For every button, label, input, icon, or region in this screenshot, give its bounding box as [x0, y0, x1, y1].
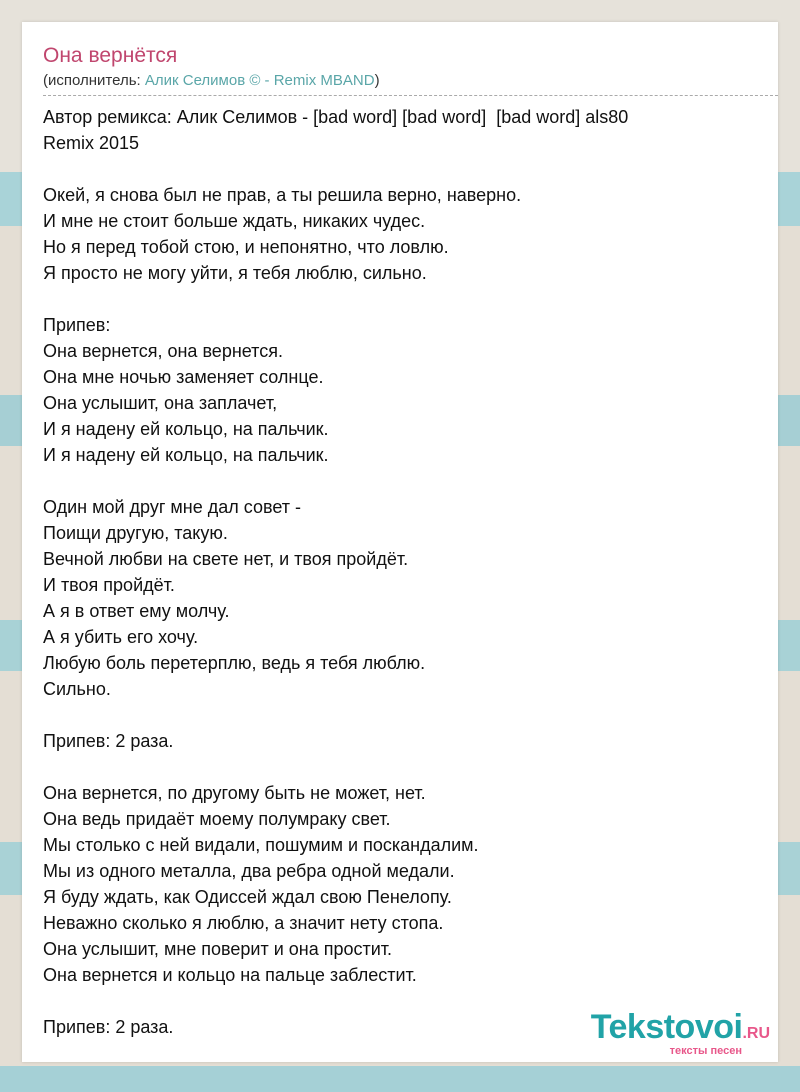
site-logo [591, 1009, 770, 1058]
logo-domain: .RU [742, 1025, 770, 1042]
logo-name: Tekstovoi [590, 1008, 743, 1046]
lyrics-text: Автор ремикса: Алик Селимов - [bad word] [bad word] [bad word] als80 Remix 2015 Окей, я снова был не прав, а ты решила верно, наверно. И мне не стоит больше ждать, никаких чудес. Но я перед тобой стою, и непонятно, что ловлю. Я просто не могу уйти, я тебя люблю, сильно. Припев: Она вернется, она вернется. Она мне ночью заменяет солнце. Она услышит, она заплачет, И я надену ей кольцо, на пальчик. И я надену ей кольцо, на пальчик. Один мой друг мне дал совет - Поищи другую, такую. Вечной любви на свете нет, и твоя пройдёт. И твоя пройдёт. А я в ответ ему молчу. А я убить его хочу. Любую боль перетерплю, ведь я тебя люблю. Сильно. Припев: 2 раза. Она вернется, по другому быть не может, нет. Она ведь придаёт моему полумраку свет. Мы столько с ней видали, пошумим и поскандалим. Мы из одного металла, два ребра одной медали. Я буду ждать, как Одиссей ждал свою Пенелопу. Неважно сколько я люблю, а значит нету стопа. Она услышит, мне поверит и она простит. Она вернется и кольцо на пальце заблестит. Припев: 2 раза. [43, 107, 629, 1037]
divider [43, 95, 778, 96]
artist-suffix: ) [374, 72, 380, 89]
artist-line [43, 72, 380, 90]
lyrics-card [22, 22, 778, 1062]
artist-link[interactable]: Алик Селимов © - Remix MBAND [144, 72, 375, 89]
song-title: Она вернётся [43, 44, 178, 67]
logo-tagline: тексты песен [669, 1045, 742, 1057]
artist-prefix: (исполнитель: [43, 72, 145, 89]
